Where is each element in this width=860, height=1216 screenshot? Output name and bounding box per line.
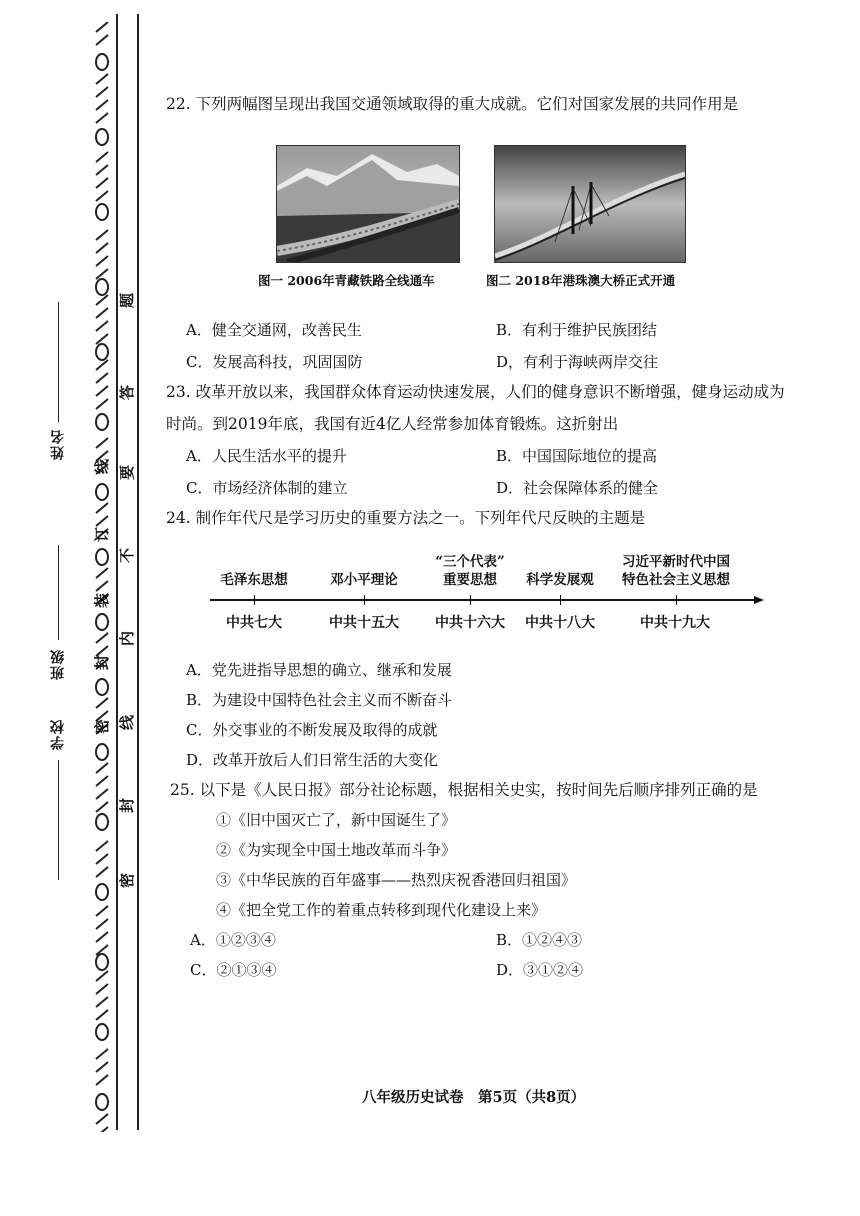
instruction-char-xian: 线: [118, 714, 137, 731]
seal-word-feng: 封: [93, 654, 112, 671]
timeline-tick-16: [470, 595, 471, 605]
q25-option-d: D．③①②④: [496, 961, 584, 979]
school-underline: [58, 760, 59, 880]
timeline-congress-7: 中共七大: [226, 615, 282, 631]
instruction-char-feng: 封: [118, 797, 137, 814]
qinghai-tibet-railway-photo: [276, 145, 460, 263]
railway-image: [277, 146, 459, 262]
q25-option-a: A．①②③④: [190, 931, 276, 949]
q22-stem: 22. 下列两幅图呈现出我国交通领域取得的重大成就。它们对国家发展的共同作用是: [166, 95, 739, 113]
instruction-char-nei: 内: [118, 630, 137, 647]
q25-item-1: ①《旧中国灭亡了，新中国诞生了》: [216, 811, 457, 829]
timeline-tick-7: [254, 595, 255, 605]
timeline-label-scientific: 科学发展观: [526, 572, 594, 588]
q23-option-a: A．人民生活水平的提升: [186, 447, 347, 465]
q25-item-2: ②《为实现全中国土地改革而斗争》: [216, 841, 457, 859]
q25-item-4: ④《把全党工作的着重点转移到现代化建设上来》: [216, 901, 547, 919]
seal-line-pattern: [88, 22, 118, 1132]
class-field: [48, 648, 68, 680]
seal-word-zhuang: 装: [93, 592, 112, 609]
instruction-char-mi: 密: [118, 872, 137, 889]
seal-word-xian: 线: [93, 458, 112, 475]
margin-line-left: [116, 14, 118, 1130]
q25-item-3: ③《中华民族的百年盛事——热烈庆祝香港回归祖国》: [216, 871, 577, 889]
timeline-label-deng: 邓小平理论: [330, 572, 398, 588]
q24-option-d: D．改革开放后人们日常生活的大变化: [186, 751, 439, 769]
seal-word-ding: 订: [93, 526, 112, 543]
q24-option-c: C．外交事业的不断发展及取得的成就: [186, 721, 438, 739]
margin-line-right: [137, 14, 139, 1130]
class-label: 班级: [50, 648, 66, 680]
name-underline: [58, 302, 59, 422]
instruction-char-da: 答: [118, 384, 137, 401]
class-underline: [58, 545, 59, 640]
q23-option-b: B．中国国际地位的提高: [496, 447, 658, 465]
instruction-char-yao: 要: [118, 464, 137, 481]
q24-option-b: B．为建设中国特色社会主义而不断奋斗: [186, 691, 453, 709]
q23-option-d: D．社会保障体系的健全: [496, 479, 659, 497]
q22-option-b: B．有利于维护民族团结: [496, 321, 658, 339]
seal-word-mi: 密: [93, 718, 112, 735]
timeline-tick-19: [676, 595, 677, 605]
name-label: 姓名: [50, 428, 66, 460]
timeline-tick-18: [560, 595, 561, 605]
timeline-congress-18: 中共十八大: [525, 615, 595, 631]
q22-option-a: A．健全交通网，改善民生: [186, 321, 362, 339]
q23-stem-line1: 23. 改革开放以来，我国群众体育运动快速发展，人们的健身意识不断增强，健身运动成为: [166, 383, 785, 401]
timeline-congress-19: 中共十九大: [640, 615, 710, 631]
timeline-congress-15: 中共十五大: [329, 615, 399, 631]
q25-option-b: B．①②④③: [496, 931, 583, 949]
timeline-axis: [206, 592, 766, 608]
q25-stem: 25. 以下是《人民日报》部分社论标题，根据相关史实，按时间先后顺序排列正确的是: [170, 781, 758, 799]
timeline-label-mao: 毛泽东思想: [220, 572, 288, 588]
q22-option-c: C．发展高科技，巩固国防: [186, 353, 363, 371]
railway-caption: 图一 2006年青藏铁路全线通车: [258, 273, 435, 288]
q23-stem-line2: 时尚。到2019年底，我国有近4亿人经常参加体育锻炼。这折射出: [166, 415, 619, 433]
name-field: [48, 428, 68, 460]
q23-option-c: C．市场经济体制的建立: [186, 479, 348, 497]
timeline-label-three-represents: “三个代表” 重要思想: [435, 554, 505, 588]
timeline-label-xi: 习近平新时代中国 特色社会主义思想: [622, 554, 730, 588]
instruction-char-bu: 不: [118, 547, 137, 564]
q24-option-a: A．党先进指导思想的确立、继承和发展: [186, 661, 452, 679]
q22-option-d: D，有利于海峡两岸交往: [496, 353, 659, 371]
instruction-char-ti: 题: [118, 292, 137, 309]
timeline-tick-15: [364, 595, 365, 605]
hzmb-bridge-photo: [494, 145, 686, 263]
page-footer: 八年级历史试卷 第5页（共8页）: [362, 1089, 586, 1106]
bridge-image: [495, 146, 685, 262]
school-field: [48, 718, 68, 750]
timeline-congress-16: 中共十六大: [435, 615, 505, 631]
school-label: 学校: [50, 718, 66, 750]
q25-option-c: C．②①③④: [190, 961, 277, 979]
bridge-caption: 图二 2018年港珠澳大桥正式开通: [486, 273, 676, 288]
q24-stem: 24. 制作年代尺是学习历史的重要方法之一。下列年代尺反映的主题是: [166, 509, 646, 527]
